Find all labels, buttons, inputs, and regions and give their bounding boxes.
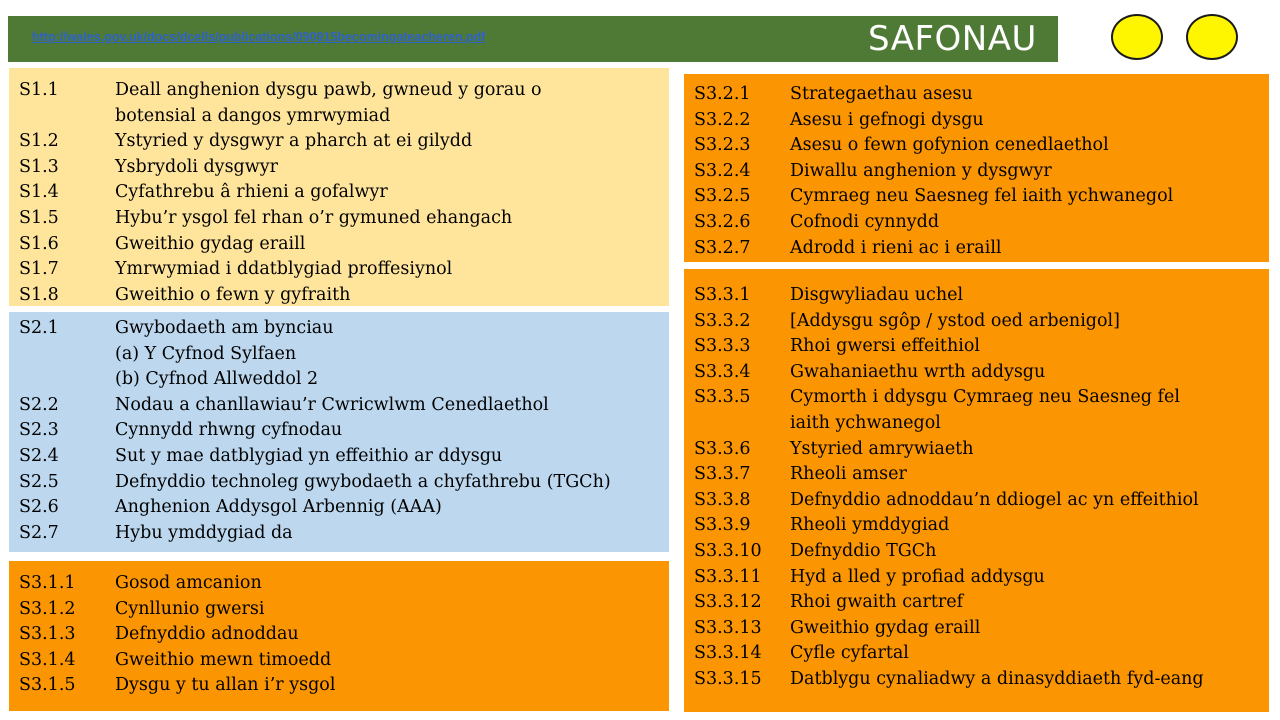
panel-s3-1-planning — [9, 561, 669, 711]
item-text: Gwahaniaethu wrth addysgu — [790, 361, 1046, 382]
item-text: Defnyddio adnoddau’n ddiogel ac yn effeithiol — [790, 489, 1199, 510]
list-item — [694, 360, 1269, 386]
list-item — [694, 82, 1269, 108]
list-item — [19, 495, 669, 521]
item-code: S3.3.11 — [694, 566, 762, 587]
item-code: S2.7 — [19, 522, 59, 543]
item-code: S3.1.4 — [19, 649, 76, 670]
list-item — [694, 108, 1269, 134]
yellow-circle-left — [1111, 14, 1163, 60]
item-text: Cyfle cyfartal — [790, 643, 909, 664]
list-item — [19, 673, 669, 699]
item-code: S1.4 — [19, 182, 59, 203]
item-code: S3.3.5 — [694, 387, 751, 408]
item-text: Adrodd i rieni ac i eraill — [790, 237, 1002, 258]
list-item — [19, 232, 669, 258]
item-text: Asesu i gefnogi dysgu — [790, 109, 984, 130]
item-text: Hybu’r ysgol fel rhan o’r gymuned ehangach — [115, 207, 513, 228]
item-text: Cymorth i ddysgu Cymraeg neu Saesneg fel — [790, 387, 1180, 408]
item-text: Rheoli amser — [790, 464, 907, 485]
list-item — [694, 385, 1269, 411]
list-item — [694, 159, 1269, 185]
item-code: S3.3.14 — [694, 643, 762, 664]
list-item — [19, 180, 669, 206]
panel-s3-2-assessment — [684, 74, 1269, 262]
item-text: Gweithio o fewn y gyfraith — [115, 284, 351, 305]
item-code: S3.2.5 — [694, 186, 751, 207]
item-code: S3.2.2 — [694, 109, 751, 130]
item-code: S3.3.2 — [694, 310, 751, 331]
item-code: S3.3.15 — [694, 668, 762, 689]
item-code: S3.2.1 — [694, 84, 751, 104]
list-item — [694, 488, 1269, 514]
item-text: Defnyddio TGCh — [790, 540, 937, 561]
list-item — [694, 590, 1269, 616]
item-text: Hybu ymddygiad da — [115, 522, 293, 543]
list-item — [694, 309, 1269, 335]
list-item — [19, 283, 669, 309]
item-code: S3.2.7 — [694, 237, 751, 258]
item-code: S3.1.3 — [19, 624, 76, 645]
item-text: Diwallu anghenion y dysgwyr — [790, 160, 1052, 181]
item-text: Sut y mae datblygiad yn effeithio ar ddysgu — [115, 445, 503, 466]
list-item — [19, 622, 669, 648]
item-code: S3.2.3 — [694, 135, 751, 156]
list-item — [694, 641, 1269, 667]
item-text: Gweithio mewn timoedd — [115, 649, 332, 670]
list-item — [19, 571, 669, 597]
item-text: Cynnydd rhwng cyfnodau — [115, 420, 343, 441]
item-text: Cynllunio gwersi — [115, 598, 265, 619]
list-item — [694, 616, 1269, 642]
item-code: S3.3.8 — [694, 489, 751, 510]
item-code: S3.3.6 — [694, 438, 751, 459]
item-text: Cyfathrebu â rhieni a gofalwyr — [115, 182, 388, 203]
item-text: Gweithio gydag eraill — [115, 233, 306, 254]
item-text: Gosod amcanion — [115, 573, 262, 593]
list-item — [19, 129, 669, 155]
item-code: S2.6 — [19, 497, 59, 518]
item-code: S2.2 — [19, 394, 59, 415]
item-text: Nodau a chanllawiau’r Cwricwlwm Cenedlaethol — [115, 394, 549, 415]
item-text: Dysgu y tu allan i’r ysgol — [115, 675, 336, 696]
list-item — [694, 236, 1269, 262]
item-code: S3.3.13 — [694, 617, 762, 638]
item-code: S2.5 — [19, 471, 59, 492]
item-code: S1.3 — [19, 156, 59, 177]
item-code: S3.3.3 — [694, 336, 751, 357]
list-item — [19, 648, 669, 674]
item-text: Rhoi gwaith cartref — [790, 592, 964, 613]
list-item — [694, 437, 1269, 463]
item-code: S3.3.10 — [694, 540, 762, 561]
item-text: Defnyddio adnoddau — [115, 624, 299, 645]
item-code: S1.6 — [19, 233, 59, 254]
item-code: S1.7 — [19, 259, 59, 280]
list-item — [694, 184, 1269, 210]
item-text: Asesu o fewn gofynion cenedlaethol — [790, 135, 1109, 156]
list-item — [19, 206, 669, 232]
item-text: Gweithio gydag eraill — [790, 617, 981, 638]
item-code: S3.3.4 — [694, 361, 751, 382]
list-item — [694, 539, 1269, 565]
item-code: S1.5 — [19, 207, 59, 228]
list-item — [19, 78, 669, 129]
panel-s1-professional-values — [9, 68, 669, 306]
item-text: Datblygu cynaliadwy a dinasyddiaeth fyd-eang — [790, 668, 1204, 689]
panel-s2-knowledge — [9, 312, 669, 552]
item-code: S1.1 — [19, 80, 59, 100]
item-text: Gwybodaeth am bynciau — [115, 318, 334, 338]
panel-s3-3-teaching — [684, 269, 1269, 712]
item-text: [Addysgu sgôp / ystod oed arbenigol] — [790, 310, 1120, 331]
item-text: Ysbrydoli dysgwyr — [115, 156, 278, 177]
sub-item-b: (b) Cyfnod Allweddol 2 — [115, 369, 319, 390]
item-code: S3.1.1 — [19, 573, 76, 593]
item-text: Anghenion Addysgol Arbennig (AAA) — [115, 497, 442, 518]
list-item — [694, 334, 1269, 360]
item-text: Ymrwymiad i ddatblygiad proffesiynol — [115, 259, 453, 280]
item-text: Ystyried y dysgwyr a pharch at ei gilydd — [115, 131, 473, 152]
sub-item-a: (a) Y Cyfnod Sylfaen — [115, 343, 297, 364]
list-item — [694, 513, 1269, 539]
item-code: S3.3.7 — [694, 464, 751, 485]
yellow-circle-right — [1186, 14, 1238, 60]
item-text: Hyd a lled y profiad addysgu — [790, 566, 1045, 587]
source-link[interactable]: http://wales.gov.uk/docs/dcells/publications/090915becomingateacheren.pdf — [32, 30, 486, 44]
list-item — [19, 257, 669, 283]
item-text-continuation: iaith ychwanegol — [790, 412, 941, 433]
item-code: S2.1 — [19, 318, 59, 338]
item-text: Rhoi gwersi effeithiol — [790, 336, 980, 357]
list-item — [694, 133, 1269, 159]
list-item — [694, 210, 1269, 236]
list-item — [19, 393, 669, 419]
list-item — [694, 283, 1269, 309]
list-item — [19, 418, 669, 444]
item-text: Strategaethau asesu — [790, 84, 973, 104]
item-text: Cofnodi cynnydd — [790, 211, 940, 232]
item-code: S2.3 — [19, 420, 59, 441]
item-text: Ystyried amrywiaeth — [790, 438, 974, 459]
item-code: S3.3.12 — [694, 592, 762, 613]
list-item — [694, 565, 1269, 591]
list-item — [19, 521, 669, 547]
item-code: S1.2 — [19, 131, 59, 152]
item-text: Disgwyliadau uchel — [790, 285, 964, 305]
list-item — [19, 155, 669, 181]
item-code: S3.3.9 — [694, 515, 751, 536]
item-code: S3.1.5 — [19, 675, 76, 696]
item-code: S3.2.6 — [694, 211, 751, 232]
list-item — [19, 316, 669, 342]
list-item — [694, 462, 1269, 488]
item-text: Deall anghenion dysgu pawb, gwneud y gorau o botensial a dangos ymrwymiad — [115, 80, 542, 126]
item-code: S1.8 — [19, 284, 59, 305]
list-item — [19, 470, 669, 496]
item-code: S3.2.4 — [694, 160, 751, 181]
list-item — [694, 667, 1269, 693]
item-code: S3.3.1 — [694, 285, 751, 305]
item-text: Defnyddio technoleg gwybodaeth a chyfathrebu (TGCh) — [115, 471, 611, 492]
list-item — [19, 597, 669, 623]
slide-title: SAFONAU — [868, 19, 1037, 59]
list-item — [19, 444, 669, 470]
item-code: S3.1.2 — [19, 598, 76, 619]
item-text: Cymraeg neu Saesneg fel iaith ychwanegol — [790, 186, 1174, 207]
item-text: Rheoli ymddygiad — [790, 515, 950, 536]
item-code: S2.4 — [19, 445, 59, 466]
